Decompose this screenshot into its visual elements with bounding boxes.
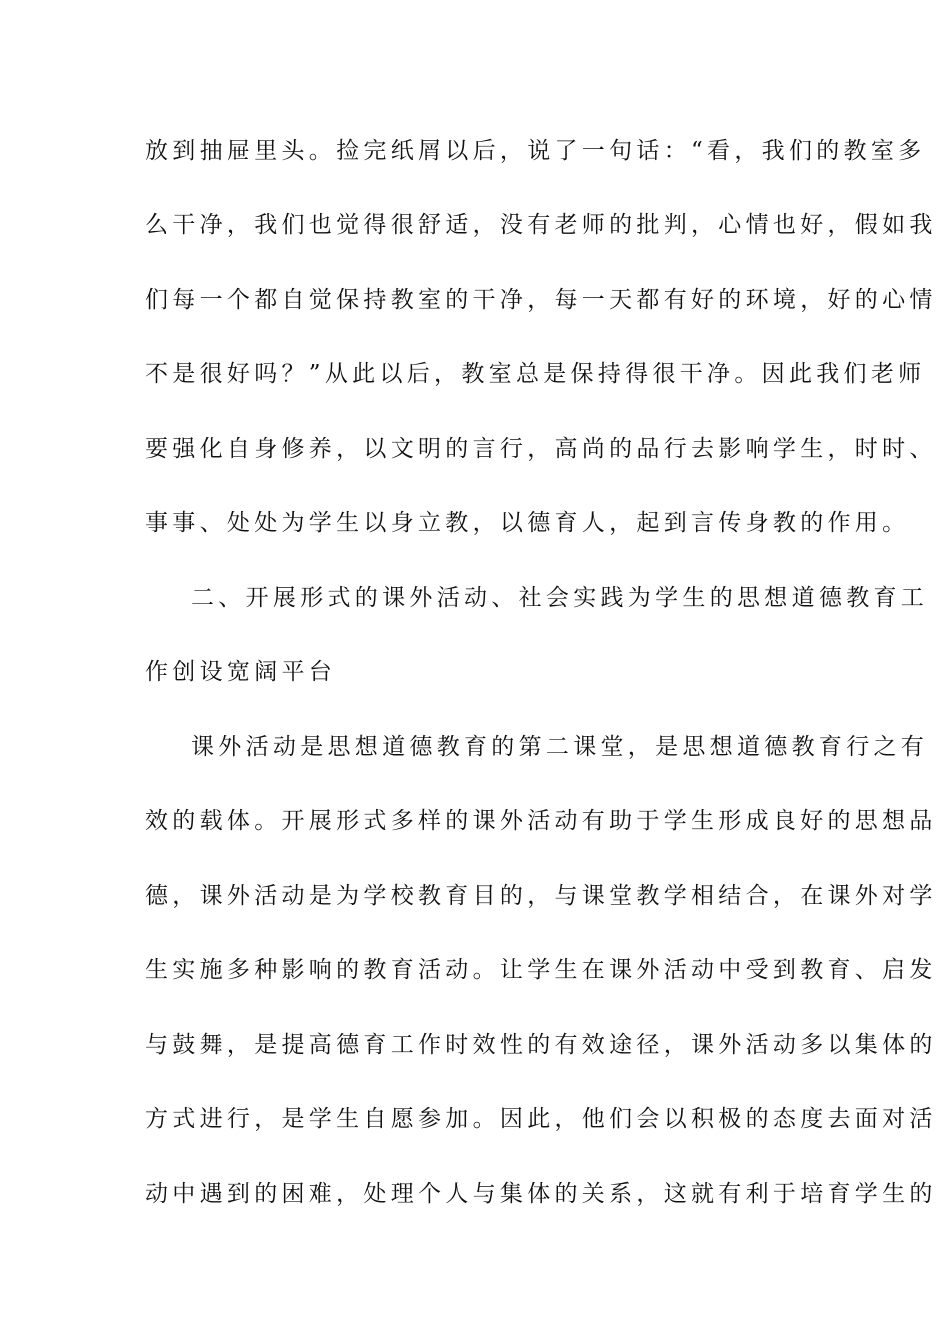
paragraph-line-7: 动中遇到的困难，处理个人与集体的关系，这就有利于培育学生的 (145, 1181, 937, 1207)
text-line-6: 事事、处处为学生以身立教，以德育人，起到言传身教的作用。 (145, 510, 910, 536)
paragraph-line-4: 生实施多种影响的教育活动。让学生在课外活动中受到教育、启发 (145, 957, 937, 983)
paragraph-line-2: 效的载体。开展形式多样的课外活动有助于学生形成良好的思想品 (145, 808, 937, 834)
paragraph-line-6: 方式进行，是学生自愿参加。因此，他们会以积极的态度去面对活 (145, 1106, 937, 1132)
text-line-3: 们每一个都自觉保持教室的干净，每一天都有好的环境，好的心情 (145, 287, 937, 313)
section-heading-line-2: 作创设宽阔平台 (145, 659, 337, 685)
paragraph-line-5: 与鼓舞，是提高德育工作时效性的有效途径，课外活动多以集体的 (145, 1032, 937, 1058)
text-line-1: 放到抽屉里头。捡完纸屑以后，说了一句话：“看，我们的教室多 (145, 138, 926, 164)
section-heading-line-1: 二、开展形式的课外活动、社会实践为学生的思想道德教育工 (191, 585, 929, 611)
text-line-4: 不是很好吗？”从此以后，教室总是保持得很干净。因此我们老师 (145, 361, 926, 387)
text-line-5: 要强化自身修养，以文明的言行，高尚的品行去影响学生，时时、 (145, 436, 937, 462)
text-line-2: 么干净，我们也觉得很舒适，没有老师的批判，心情也好，假如我 (145, 212, 937, 238)
paragraph-line-3: 德，课外活动是为学校教育目的，与课堂教学相结合，在课外对学 (145, 883, 937, 909)
paragraph-line-1: 课外活动是思想道德教育的第二课堂，是思想道德教育行之有 (191, 734, 929, 760)
